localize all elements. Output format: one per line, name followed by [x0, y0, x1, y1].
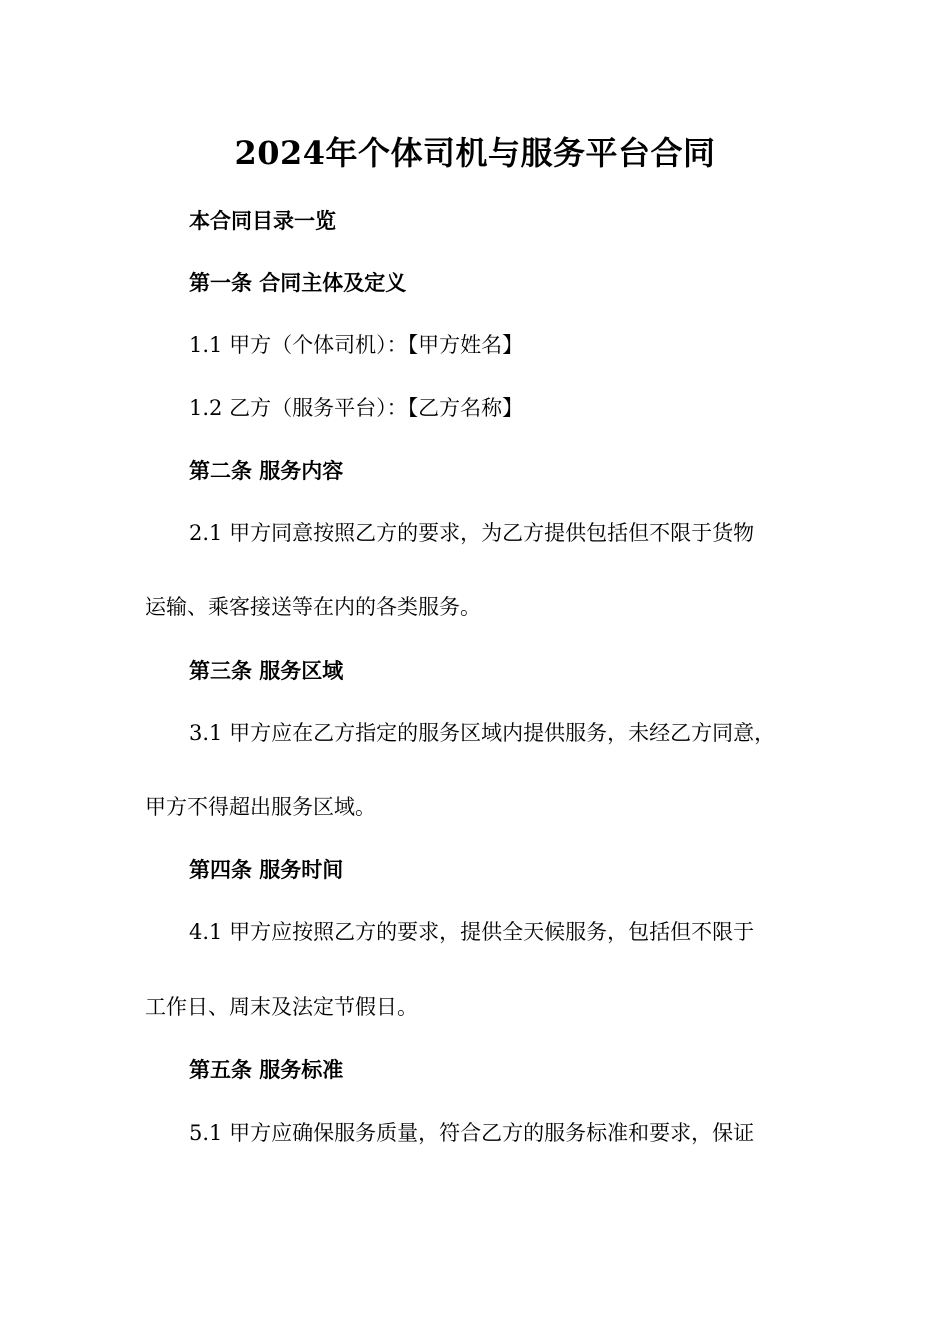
clause-1-2: 1.2 乙方（服务平台）：【乙方名称】 [189, 396, 524, 420]
clause-3-1-line-1: 3.1 甲方应在乙方指定的服务区域内提供服务，未经乙方同意， [189, 721, 776, 745]
section-heading-1: 第一条 合同主体及定义 [189, 270, 407, 295]
document-title: 2024年个体司机与服务平台合同 [234, 134, 716, 172]
clause-4-1-line-1: 4.1 甲方应按照乙方的要求，提供全天候服务，包括但不限于 [189, 920, 755, 944]
clause-4-1-line-2: 工作日、周末及法定节假日。 [145, 995, 418, 1019]
section-heading-4: 第四条 服务时间 [189, 857, 344, 882]
section-heading-3: 第三条 服务区域 [189, 658, 344, 683]
section-heading-5: 第五条 服务标准 [189, 1057, 344, 1082]
section-heading-2: 第二条 服务内容 [189, 458, 344, 483]
clause-2-1-line-1: 2.1 甲方同意按照乙方的要求，为乙方提供包括但不限于货物 [189, 521, 755, 545]
toc-heading: 本合同目录一览 [189, 208, 336, 233]
clause-3-1-line-2: 甲方不得超出服务区域。 [145, 795, 376, 819]
clause-2-1-line-2: 运输、乘客接送等在内的各类服务。 [145, 595, 481, 619]
clause-1-1: 1.1 甲方（个体司机）：【甲方姓名】 [189, 333, 524, 357]
clause-5-1-line-1: 5.1 甲方应确保服务质量，符合乙方的服务标准和要求，保证 [189, 1121, 755, 1145]
